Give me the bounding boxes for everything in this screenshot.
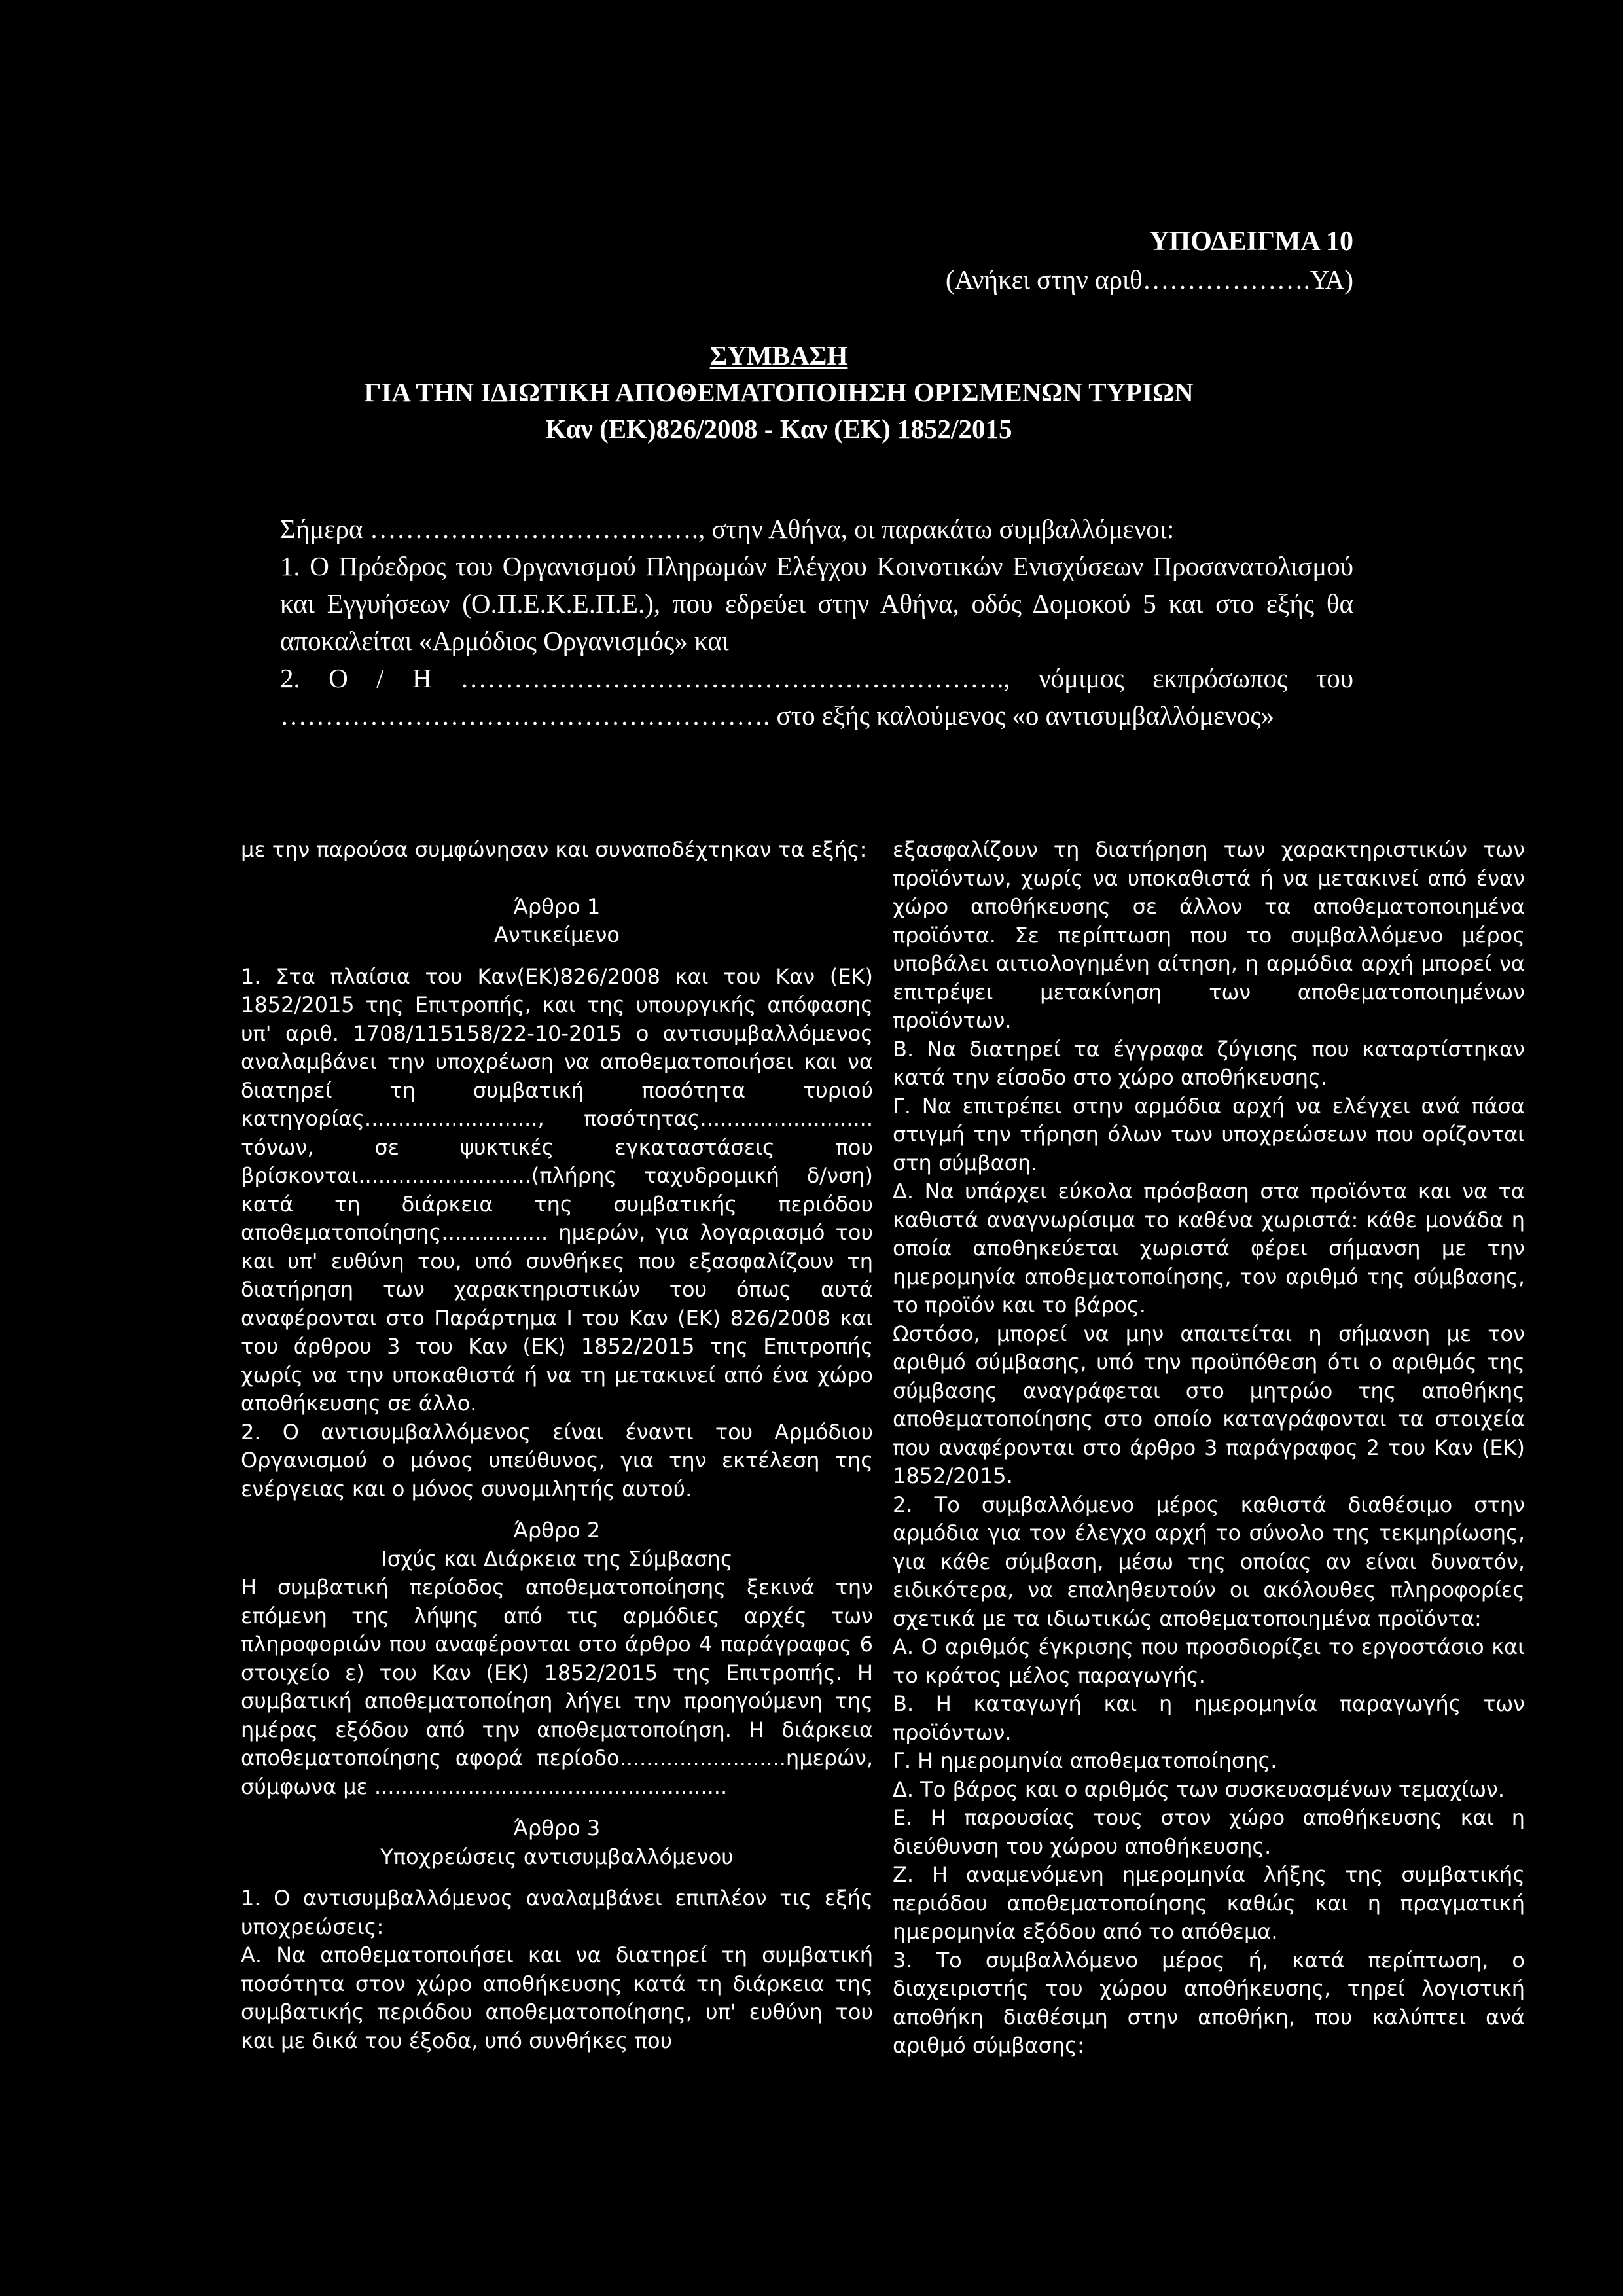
intro-party-2: 2. Ο / Η ……………………………………………………., νόμιμος εκπρόσωπος του ………………………………………………. στο εξής καλούμενος «ο αντισυμβαλλόμενος» <box>280 663 1353 730</box>
article-3-subtitle: Υποχρεώσεις αντισυμβαλλόμενου <box>380 1844 734 1869</box>
ministerial-decision-ref: (Ανήκει στην αριθ……………….ΥΑ) <box>945 264 1353 295</box>
article-1-subtitle: Αντικείμενο <box>494 922 620 947</box>
article-3-para-3: 3. Το συμβαλλόμενο μέρος ή, κατά περίπτωση, ο διαχειριστής του χώρου αποθήκευσης, τηρεί λογιστική αποθήκη διαθέσιμη στην αποθήκη, που καλύπτει ανά αριθμό σύμβασης: <box>893 1947 1525 2058</box>
left-column <box>241 836 873 2055</box>
article-3-para-1: 1. Ο αντισυμβαλλόμενος αναλαμβάνει επιπλέον τις εξής υποχρεώσεις: <box>241 1886 873 1939</box>
article-3-item-a-cont: εξασφαλίζουν τη διατήρηση των χαρακτηριστικών των προϊόντων, χωρίς να υποκαθιστά ή να μετακινεί από έναν χώρο αποθήκευσης σε άλλον τα αποθεματοποιημένα προϊόντα. Σε περίπτωση που το συμβαλλόμενο μέρος υποβάλει αιτιολογημένη αίτηση, η αρμόδια αρχή μπορεί να επιτρέψει μετακίνηση των αποθεματοποιημένων προϊόντων. <box>893 837 1525 1033</box>
article-3-info-a: Α. Ο αριθμός έγκρισης που προσδιορίζει το εργοστάσιο και το κράτος μέλος παραγωγής. <box>893 1634 1525 1688</box>
article-3-info-b: Β. Η καταγωγή και η ημερομηνία παραγωγής των προϊόντων. <box>893 1691 1525 1745</box>
agreement-intro: με την παρούσα συμφώνησαν και συναποδέχτηκαν τα εξής: <box>241 837 867 862</box>
article-3-info-d: Δ. Το βάρος και ο αριθμός των συσκευασμένων τεμαχίων. <box>893 1776 1505 1802</box>
intro-date-place: Σήμερα ………………………………., στην Αθήνα, οι παρακάτω συμβαλλόμενοι: <box>280 514 1175 544</box>
title-subject: ΓΙΑ ΤΗΝ ΙΔΙΩΤΙΚΗ ΑΠΟΘΕΜΑΤΟΠΟΙΗΣΗ ΟΡΙΣΜΕΝΩΝ ΤΥΡΙΩΝ <box>364 377 1194 407</box>
title-regulations: Καν (ΕΚ)826/2008 - Καν (ΕΚ) 1852/2015 <box>545 414 1012 444</box>
sample-number: ΥΠΟΔΕΙΓΜΑ 10 <box>1149 226 1353 257</box>
document-title <box>131 337 1427 447</box>
article-3-info-c: Γ. Η ημερομηνία αποθεματοποίησης. <box>893 1748 1277 1773</box>
article-3-item-c: Γ. Να επιτρέπει στην αρμόδια αρχή να ελέγχει ανά πάσα στιγμή την τήρηση όλων των υποχρεώσεων που ορίζονται στη σύμβαση. <box>893 1093 1525 1175</box>
right-column <box>893 836 1525 2060</box>
article-3-info-e: Ε. Η παρουσίας τους στον χώρο αποθήκευσης και η διεύθυνση του χώρου αποθήκευσης. <box>893 1805 1525 1859</box>
article-2-subtitle: Ισχύς και Διάρκεια της Σύμβασης <box>381 1546 733 1571</box>
article-2-para: Η συμβατική περίοδος αποθεματοποίησης ξεκινά την επόμενη της λήψης από τις αρμόδιες αρχές των πληροφοριών που αναφέρονται στο άρθρο 4 παράγραφος 6 στοιχείο ε) του Καν (ΕΚ) 1852/2015 της Επιτροπής. Η συμβατική αποθεματοποίηση λήγει την προηγούμενη της ημέρας εξόδου από την αποθεματοποίηση. Η διάρκεια αποθεματοποίησης αφορά περίοδο.........................ημερών, σύμφωνα με ..................................................... <box>241 1575 873 1799</box>
article-2-heading: Άρθρο 2 <box>513 1518 601 1543</box>
article-3-item-d: Δ. Να υπάρχει εύκολα πρόσβαση στα προϊόντα και να τα καθιστά αναγνωρίσιμα το καθένα χωριστά: κάθε μονάδα η οποία αποθηκεύεται χωριστά φέρει σήμανση με την ημερομηνία αποθεματοποίησης, τον αριθμό της σύμβασης, το προϊόν και το βάρος. <box>893 1179 1525 1318</box>
article-3-item-d-note: Ωστόσο, μπορεί να μην απαιτείται η σήμανση με τον αριθμό σύμβασης, υπό την προϋπόθεση ότι ο αριθμός της σύμβασης αναγράφεται στο μητρώο της αποθήκης αποθεματοποίησης στο οποίο καταγράφονται τα στοιχεία που αναφέρονται στο άρθρο 3 παράγραφος 2 του Καν (ΕΚ) 1852/2015. <box>893 1321 1525 1488</box>
document-header <box>946 223 1353 298</box>
intro-party-1: 1. Ο Πρόεδρος του Οργανισμού Πληρωμών Ελέγχου Κοινοτικών Ενισχύσεων Προσανατολισμού και Εγγυήσεων (Ο.Π.Ε.Κ.Ε.Π.Ε.), που εδρεύει στην Αθήνα, οδός Δομοκού 5 και στο εξής θα αποκαλείται «Αρμόδιος Οργανισμός» και <box>280 551 1353 656</box>
article-1-heading: Άρθρο 1 <box>513 893 601 919</box>
article-3-info-z: Ζ. Η αναμενόμενη ημερομηνία λήξης της συμβατικής περιόδου αποθεματοποίησης καθώς και η πραγματική ημερομηνία εξόδου από το απόθεμα. <box>893 1862 1525 1944</box>
article-3-item-a: Α. Να αποθεματοποιήσει και να διατηρεί τη συμβατική ποσότητα στον χώρο αποθήκευσης κατά τη διάρκεια της συμβατικής περιόδου αποθεματοποίησης, υπ' ευθύνη του και με δικά του έξοδα, υπό συνθήκες που <box>241 1943 873 2053</box>
article-1-para-1: 1. Στα πλαίσια του Καν(ΕΚ)826/2008 και του Καν (ΕΚ) 1852/2015 της Επιτροπής, και της υπουργικής απόφασης υπ' αριθ. 1708/115158/22-10-2015 ο αντισυμβαλλόμενος αναλαμβάνει την υποχρέωση να αποθεματοποιήσει και να διατηρεί τη συμβατική ποσότητα τυριού κατηγορίας.........................., ποσότητας.......................... τόνων, σε ψυκτικές εγκαταστάσεις που βρίσκονται..........................(πλήρης ταχυδρομική δ/νση) κατά τη διάρκεια της συμβατικής περιόδου αποθεματοποίησης................ ημερών, για λογαριασμό του και υπ' ευθύνη του, υπό συνθήκες που εξασφαλίζουν τη διατήρηση των χαρακτηριστικών του όπως αυτά αναφέρονται στο Παράρτημα Ι του Καν (ΕΚ) 826/2008 και του άρθρου 3 του Καν (ΕΚ) 1852/2015 της Επιτροπής χωρίς να την υποκαθιστά ή να τη μετακινεί από ένα χώρο αποθήκευσης σε άλλο. <box>241 963 873 1416</box>
article-3-para-2: 2. Το συμβαλλόμενο μέρος καθιστά διαθέσιμο στην αρμόδια για τον έλεγχο αρχή το σύνολο της τεκμηρίωσης, για κάθε σύμβαση, μέσω της οποίας αν είναι δυνατόν, ειδικότερα, να επαληθευτούν οι ακόλουθες πληροφορίες σχετικά με τα ιδιωτικώς αποθεματοποιημένα προϊόντα: <box>893 1492 1525 1631</box>
article-1-para-2: 2. Ο αντισυμβαλλόμενος είναι έναντι του Αρμόδιου Οργανισμού ο μόνος υπεύθυνος, για την εκτέλεση της ενέργειας και ο μόνος συνομιλητής αυτού. <box>241 1419 873 1501</box>
contract-parties <box>280 511 1353 734</box>
article-3-heading: Άρθρο 3 <box>513 1816 601 1840</box>
article-3-item-b: Β. Να διατηρεί τα έγγραφα ζύγισης που καταρτίστηκαν κατά την είσοδο στο χώρο αποθήκευσης. <box>893 1036 1525 1090</box>
title-contract: ΣΥΜΒΑΣΗ <box>709 340 848 370</box>
